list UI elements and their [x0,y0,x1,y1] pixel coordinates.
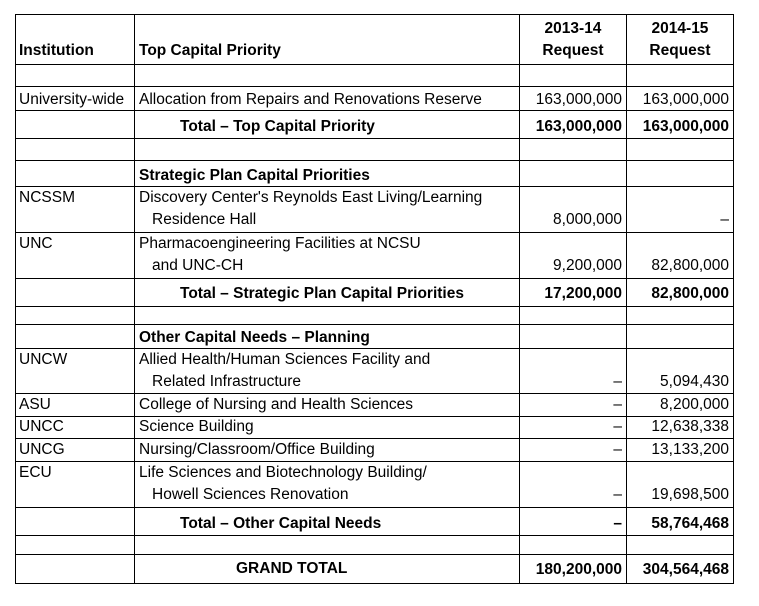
total-other-label: Total – Other Capital Needs [180,515,382,532]
section-heading-other: Other Capital Needs – Planning [139,329,370,346]
amount-2014-15: 163,000,000 [642,91,729,108]
total-strategic-label: Total – Strategic Plan Capital Priorities [180,285,464,302]
project-cell-line2: and UNC-CH [152,257,244,274]
header-institution: Institution [19,42,94,59]
amount-2013-14: – [613,373,622,390]
institution-cell: UNCC [19,418,64,435]
amount-2013-14: – [613,418,622,435]
row-divider [15,306,734,307]
amount-2014-15: 82,800,000 [651,257,729,274]
amount-2014-15: 13,133,200 [651,441,729,458]
row-divider [15,416,734,417]
project-cell-line2: Howell Sciences Renovation [152,486,349,503]
amount-2013-14: – [613,441,622,458]
row-divider [15,64,734,65]
amount-2013-14: – [613,486,622,503]
institution-cell: UNCG [19,441,65,458]
amount-2013-14: 9,200,000 [553,257,622,274]
table-border-right [733,14,734,584]
row-divider [15,110,734,111]
grand-total-2014-15: 304,564,468 [642,561,729,578]
amount-2013-14: 8,000,000 [553,211,622,228]
institution-cell: UNC [19,235,53,252]
row-divider [15,507,734,508]
total-amount-2013-14: 163,000,000 [535,118,622,135]
amount-2014-15: 5,094,430 [660,373,729,390]
amount-2014-15: – [720,211,729,228]
row-divider [15,86,734,87]
grand-total-label: GRAND TOTAL [236,560,348,577]
institution-cell: University-wide [19,91,125,108]
institution-cell: ASU [19,396,51,413]
row-divider [15,138,734,139]
row-divider [15,438,734,439]
project-cell-line1: Allied Health/Human Sciences Facility and [139,351,431,368]
header-2013-14-request: Request [542,42,604,59]
amount-2014-15: 12,638,338 [651,418,729,435]
total-amount-2013-14: 17,200,000 [544,285,622,302]
table-border-left [15,14,16,584]
institution-cell: ECU [19,464,52,481]
total-amount-2014-15: 58,764,468 [651,515,729,532]
row-divider [15,160,734,161]
institution-cell: UNCW [19,351,68,368]
column-divider [134,14,135,584]
project-cell: Nursing/Classroom/Office Building [139,441,375,458]
project-cell-line2: Related Infrastructure [152,373,302,390]
amount-2014-15: 19,698,500 [651,486,729,503]
row-divider [15,348,734,349]
total-amount-2013-14: – [613,515,622,532]
row-divider [15,554,734,555]
header-2014-15-year: 2014-15 [651,20,709,37]
project-cell-line1: Life Sciences and Biotechnology Building/ [139,464,427,481]
grand-total-2013-14: 180,200,000 [535,561,622,578]
project-cell-line1: Pharmacoengineering Facilities at NCSU [139,235,421,252]
table-border-bottom [15,583,734,584]
row-divider [15,535,734,536]
row-divider [15,14,734,15]
row-divider [15,232,734,233]
row-divider [15,324,734,325]
row-divider [15,278,734,279]
amount-2014-15: 8,200,000 [660,396,729,413]
header-2013-14-year: 2013-14 [544,20,602,37]
total-top-capital-priority-label: Total – Top Capital Priority [180,118,375,135]
project-cell-line1: Discovery Center's Reynolds East Living/Learning [139,189,483,206]
amount-2013-14: 163,000,000 [535,91,622,108]
project-cell: College of Nursing and Health Sciences [139,396,413,413]
row-divider [15,461,734,462]
header-2014-15-request: Request [649,42,711,59]
project-cell-line2: Residence Hall [152,211,257,228]
section-heading-strategic: Strategic Plan Capital Priorities [139,167,370,184]
total-amount-2014-15: 163,000,000 [642,118,729,135]
header-top-capital-priority: Top Capital Priority [139,42,281,59]
row-divider [15,393,734,394]
row-divider [15,186,734,187]
amount-2013-14: – [613,396,622,413]
institution-cell: NCSSM [19,189,75,206]
project-cell: Allocation from Repairs and Renovations Reserve [139,91,482,108]
project-cell: Science Building [139,418,254,435]
total-amount-2014-15: 82,800,000 [651,285,729,302]
